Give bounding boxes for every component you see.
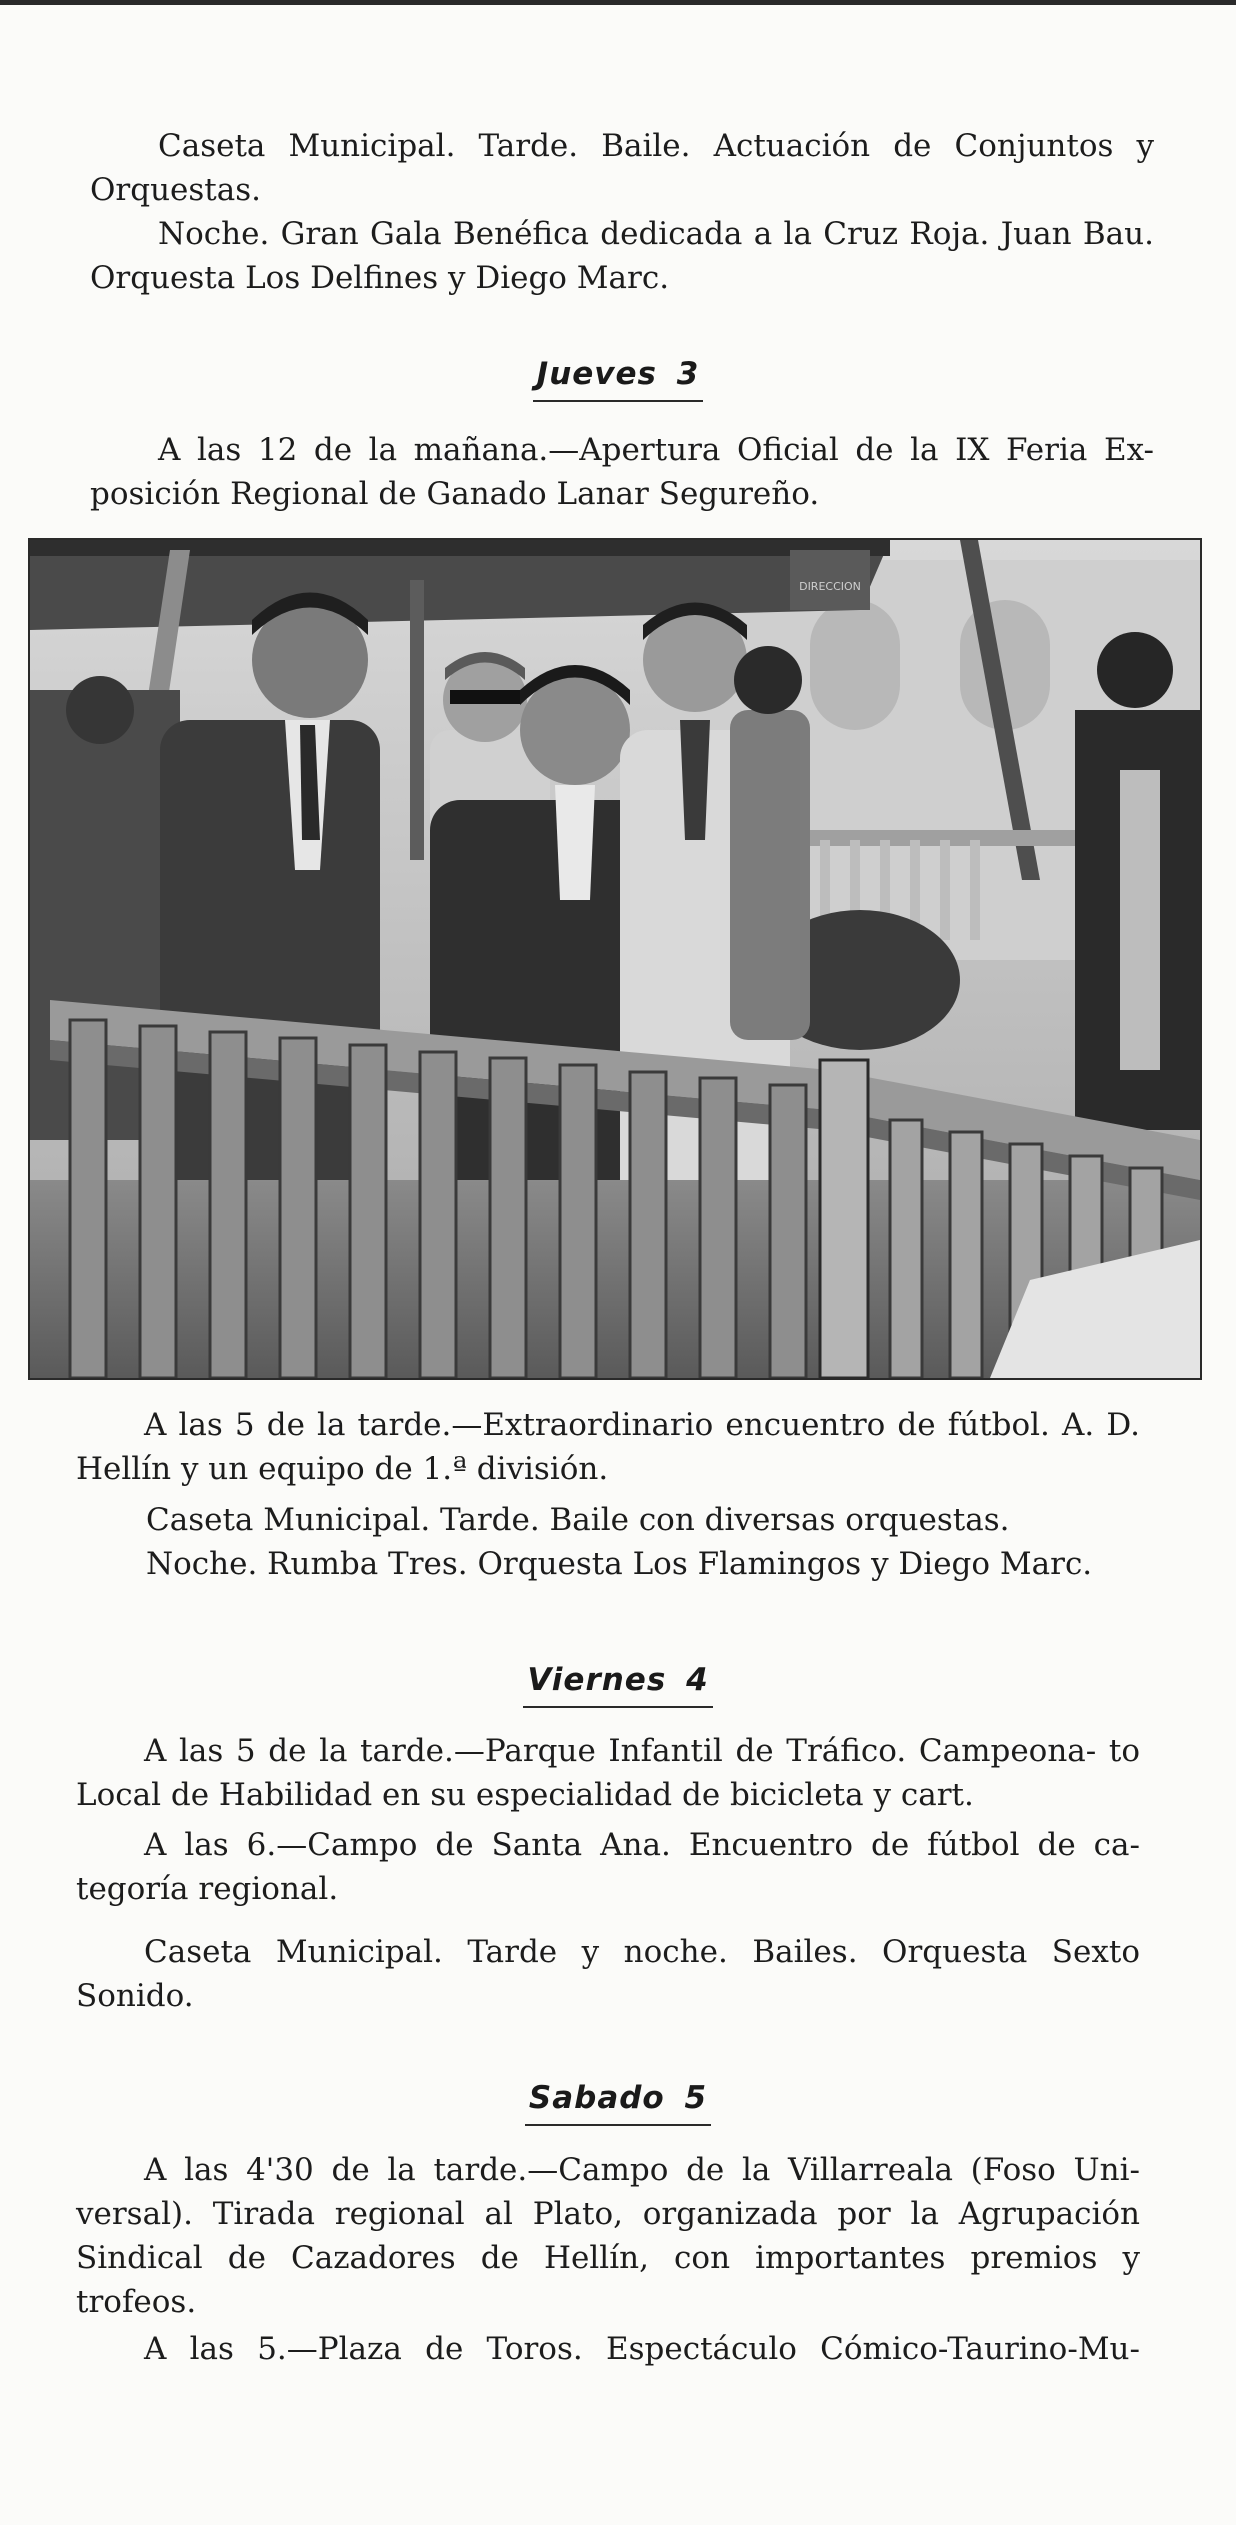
text-line: versal). Tirada regional al Plato, organizada por la Agrupación: [76, 2196, 1140, 2232]
paragraph-caseta-baile: [90, 124, 1154, 212]
paragraph-caseta-orquestas: [146, 1498, 1146, 1586]
paragraph-futbol-extraordinario: [76, 1403, 1140, 1491]
text-line: tegoría regional.: [76, 1871, 339, 1907]
paragraph-caseta-sexto-sonido: [76, 1930, 1140, 2018]
heading-jueves-3: Jueves 3: [533, 356, 704, 402]
paragraph-parque-trafico: [76, 1729, 1140, 1817]
heading-viernes-4: Viernes 4: [523, 1662, 712, 1708]
heading-viernes-wrap: [0, 1662, 1236, 1708]
paragraph-tirada-plato: [76, 2148, 1140, 2324]
text-line: A las 12 de la mañana.—Apertura Oficial de la IX Feria Ex-: [158, 432, 1154, 468]
text-line: Orquestas.: [90, 172, 261, 208]
paragraph-campo-santa-ana: [76, 1823, 1140, 1911]
text-line: trofeos.: [76, 2284, 197, 2320]
text-line: to Local de Habilidad en su especialidad de bicicleta y cart.: [76, 1733, 1140, 1813]
paragraph-plaza-toros: [76, 2327, 1140, 2371]
text-line: A las 6.—Campo de Santa Ana. Encuentro de fútbol de ca-: [144, 1827, 1140, 1863]
text-line: A las 4'30 de la tarde.—Campo de la Villarreala (Foso Uni-: [144, 2152, 1140, 2188]
photo-sign-text: DIRECCION: [799, 580, 861, 593]
text-line: posición Regional de Ganado Lanar Segureño.: [90, 476, 820, 512]
text-line: Noche. Gran Gala Benéfica dedicada a la Cruz Roja. Juan: [158, 216, 1072, 252]
text-line: A. D. Hellín y un equipo de 1.ª división.: [76, 1407, 1141, 1487]
page-top-edge: [0, 0, 1236, 5]
paragraph-noche-gala: [90, 212, 1154, 300]
text-line: Noche. Rumba Tres. Orquesta Los Flamingos y Diego Marc.: [146, 1546, 1093, 1582]
photograph-officials-at-fence: [28, 538, 1202, 1380]
text-line: Caseta Municipal. Tarde y noche. Bailes. Orquesta Sexto: [144, 1934, 1140, 1970]
text-line: Sonido.: [76, 1978, 194, 2014]
heading-sabado-5: Sabado 5: [525, 2080, 711, 2126]
text-line: A las 5 de la tarde.—Extraordinario encuentro de fútbol.: [144, 1407, 1050, 1443]
photo-illustration: [30, 540, 1200, 1378]
paragraph-apertura-feria: [90, 428, 1154, 516]
text-line: Caseta Municipal. Tarde. Baile. Actuación de Conjuntos y: [158, 128, 1154, 164]
heading-sabado-wrap: [0, 2080, 1236, 2126]
text-line: Bau. Orquesta Los Delfines y Diego Marc.: [90, 216, 1154, 296]
text-line: Caseta Municipal. Tarde. Baile con diversas orquestas.: [146, 1502, 1010, 1538]
text-line: Sindical de Cazadores de Hellín, con importantes premios y: [76, 2240, 1140, 2276]
heading-jueves-wrap: [0, 356, 1236, 402]
text-line: A las 5 de la tarde.—Parque Infantil de Tráfico. Campeona-: [144, 1733, 1097, 1769]
text-line: A las 5.—Plaza de Toros. Espectáculo Cómico-Taurino-Mu-: [144, 2331, 1140, 2367]
